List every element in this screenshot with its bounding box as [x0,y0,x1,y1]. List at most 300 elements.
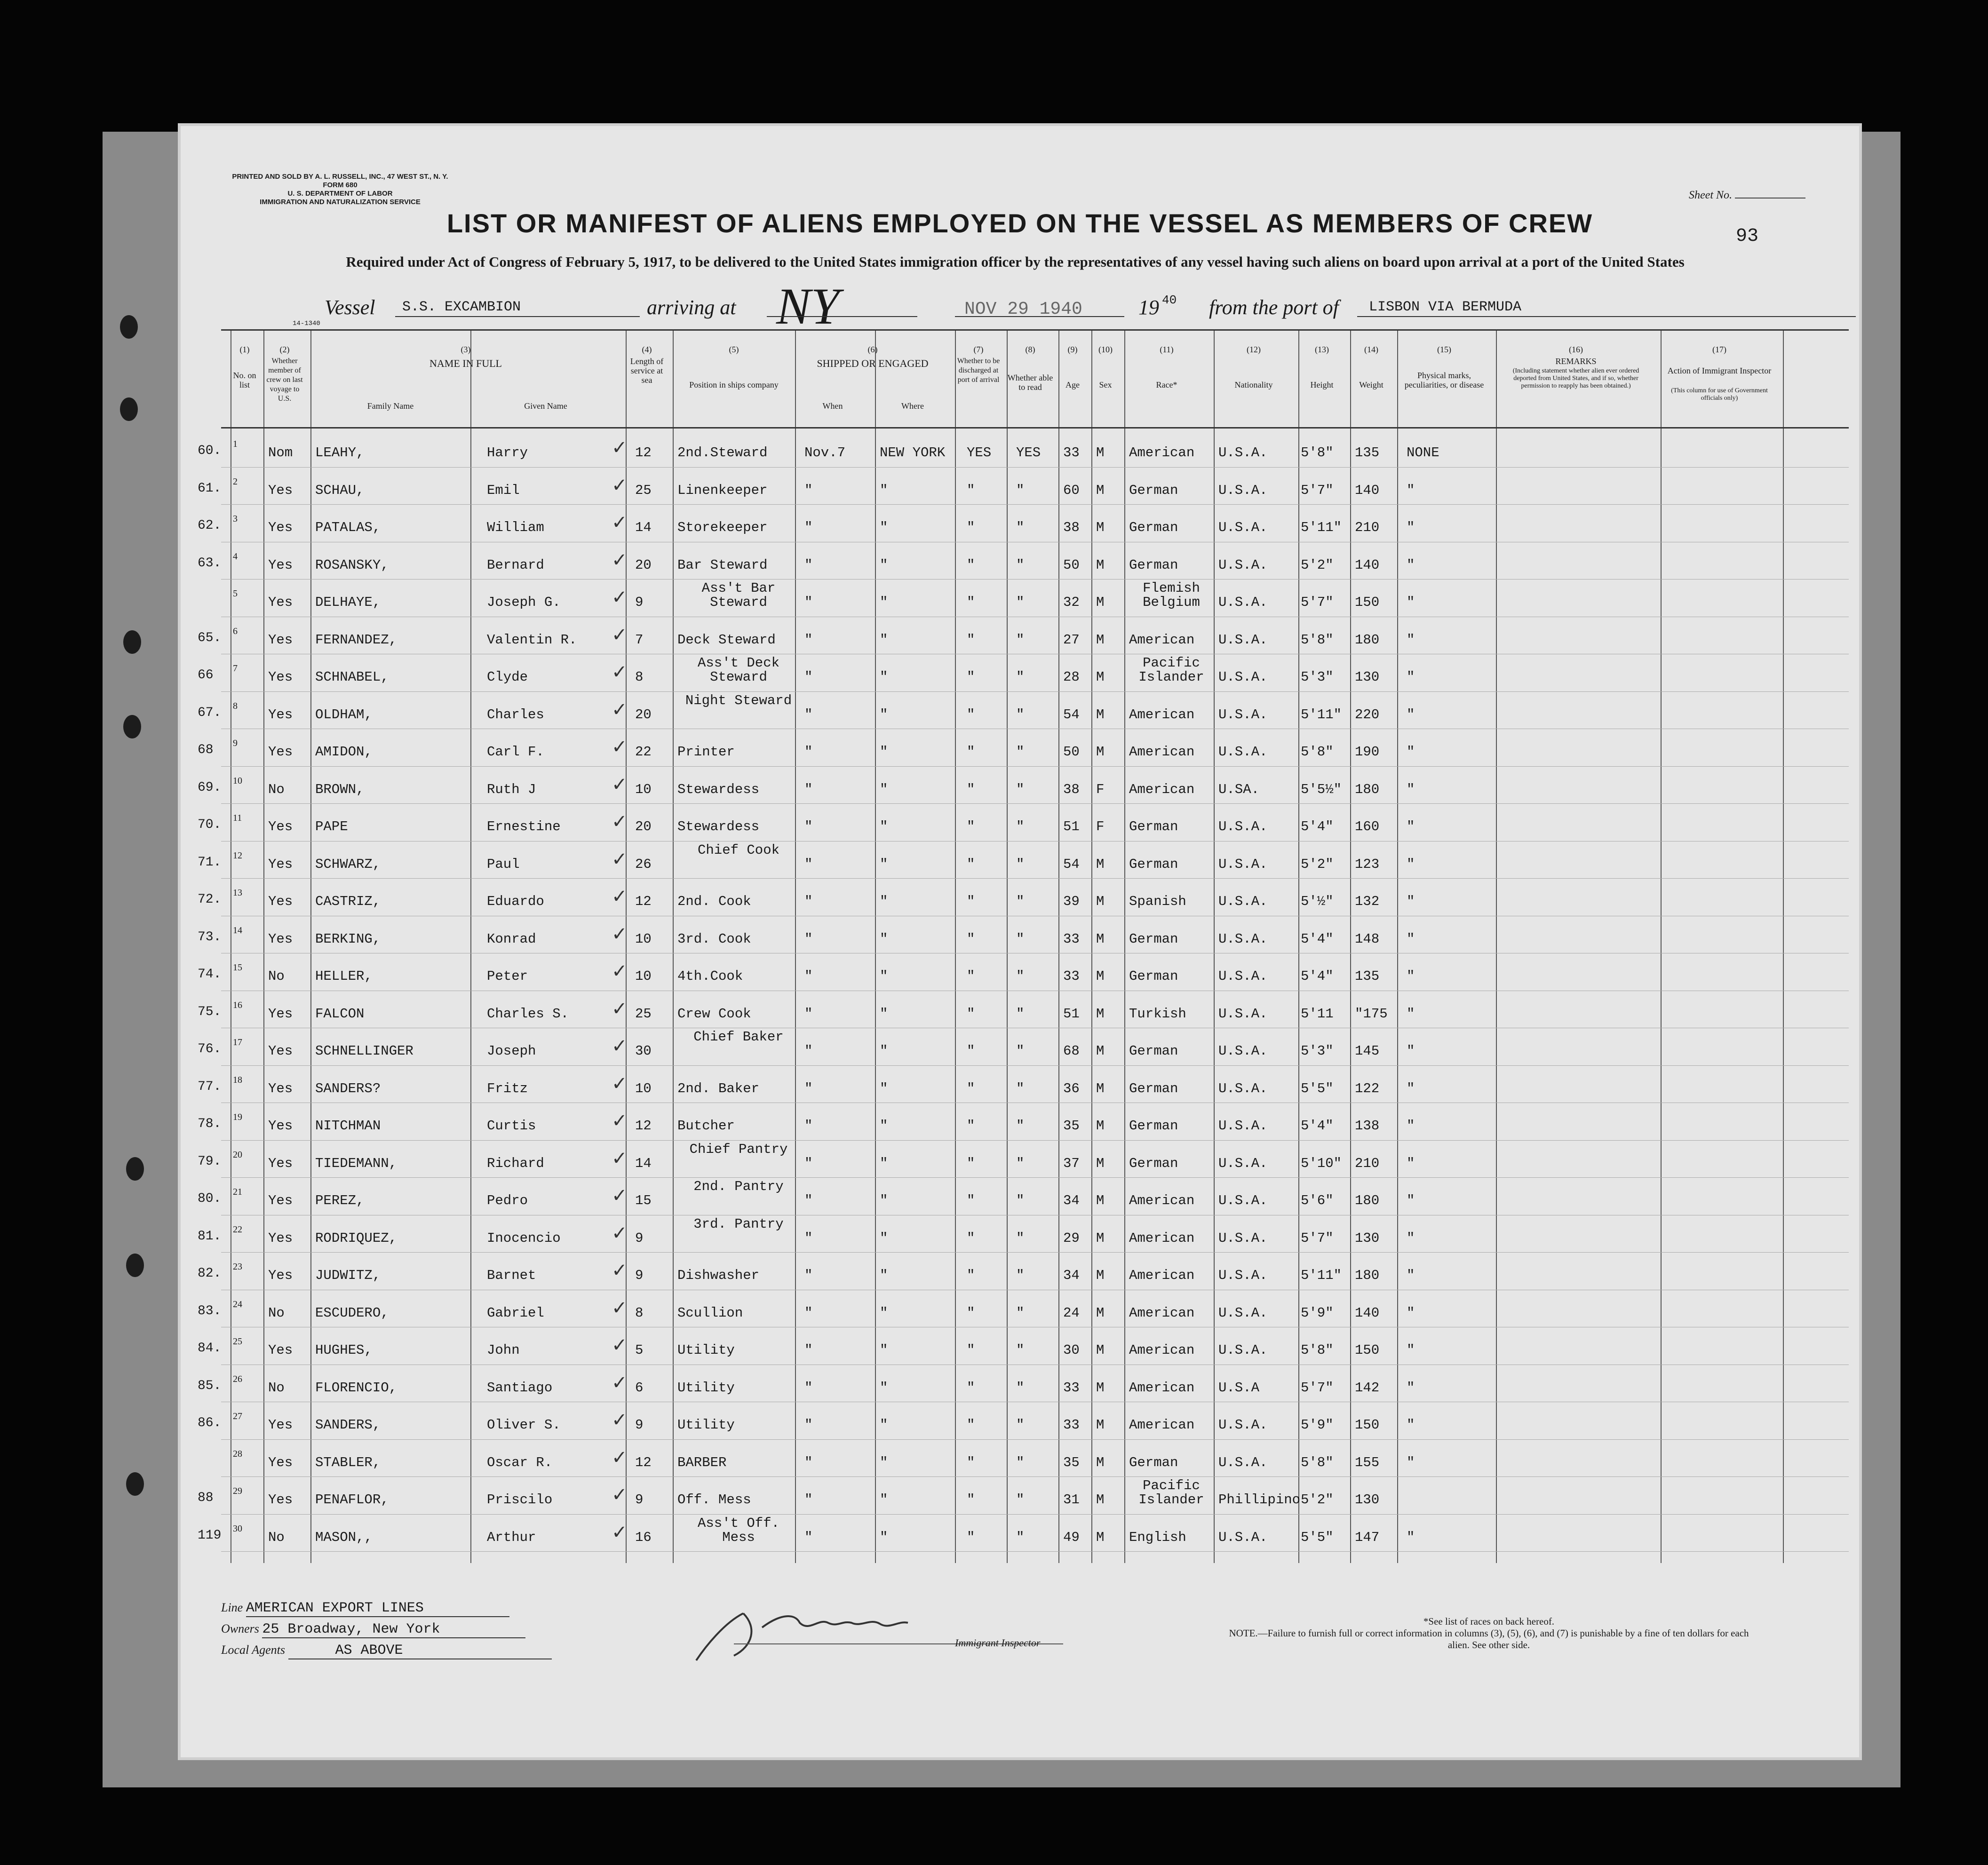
able-to-read: " [1016,1268,1025,1283]
prev-voyage: Yes [268,1118,293,1134]
service-length: 12 [635,445,652,460]
shipped-when: " [804,595,813,610]
age: 38 [1063,520,1080,535]
shipped-when: " [804,482,813,498]
nationality: U.S.A. [1218,557,1268,573]
table-row [198,655,1736,694]
physical-marks: " [1407,1268,1415,1283]
able-to-read: " [1016,1342,1025,1358]
age: 33 [1063,1380,1080,1396]
service-line: IMMIGRATION AND NATURALIZATION SERVICE [260,198,421,206]
race: German [1129,931,1178,947]
col-header-sex: Sex [1099,380,1112,389]
col-header-remarks: REMARKS [1555,357,1597,366]
sex: M [1096,1305,1105,1321]
service-length: 20 [635,819,652,834]
shipped-when: " [804,819,813,834]
owners-label: Owners [221,1622,259,1635]
no-on-list: 19 [233,1112,242,1122]
check-mark-icon: ✓ [612,474,628,496]
age: 30 [1063,1342,1080,1358]
no-on-list: 23 [233,1262,242,1272]
able-to-read: " [1016,744,1025,760]
position: Ass't Deck Steward [697,655,780,685]
col-header-given-name: Given Name [524,401,567,411]
table-row [198,1292,1736,1330]
position: Dishwasher [677,1268,760,1283]
nationality: U.S.A. [1218,1080,1268,1096]
family-name: SANDERS, [315,1417,381,1433]
no-on-list: 28 [233,1448,242,1459]
given-name: Clyde [487,669,528,685]
given-name: Fritz [487,1080,528,1096]
race: Pacific Islander [1138,655,1204,685]
sex: M [1096,1118,1105,1134]
position: Scullion [677,1305,743,1321]
binder-hole [126,1472,144,1496]
check-mark-icon: ✓ [612,661,628,683]
given-name: Charles S. [487,1006,569,1022]
height: 5'11 [1301,1006,1334,1022]
physical-marks: " [1407,1342,1415,1358]
given-name: Barnet [487,1268,536,1283]
height: 5'8" [1301,1342,1334,1358]
check-mark-icon: ✓ [612,437,628,458]
col-11-number: (11) [1160,345,1174,354]
check-mark-icon: ✓ [612,960,628,982]
check-mark-icon: ✓ [612,1072,628,1094]
weight: 180 [1355,1193,1380,1208]
position: Chief Pantry [689,1141,788,1157]
no-on-list: 5 [233,588,238,599]
no-on-list: 7 [233,663,238,674]
sex: M [1096,669,1105,685]
service-length: 9 [635,595,644,610]
printer-imprint [218,173,462,206]
family-name: SANDERS? [315,1080,381,1096]
weight: 148 [1355,931,1380,947]
given-name: Curtis [487,1118,536,1134]
row-rule [221,878,1849,879]
nationality: U.S.A. [1218,1155,1268,1171]
check-mark-icon: ✓ [612,1035,628,1056]
printer-line: PRINTED AND SOLD BY A. L. RUSSELL, INC., 47 WEST ST., N. Y. [232,173,448,181]
footer-note [1223,1616,1755,1651]
physical-marks: " [1407,1155,1415,1171]
prev-voyage: Nom [268,445,293,460]
discharged: " [967,632,975,648]
age: 37 [1063,1155,1080,1171]
able-to-read: " [1016,1454,1025,1470]
shipped-where: " [880,1118,888,1134]
check-mark-icon: ✓ [612,1372,628,1393]
shipped-when: " [804,1006,813,1022]
discharged: " [967,1454,975,1470]
departure-port: LISBON VIA BERMUDA [1369,299,1522,315]
nationality: U.S.A. [1218,1230,1268,1246]
height: 5'4" [1301,819,1334,834]
able-to-read: " [1016,781,1025,797]
weight: 130 [1355,1492,1380,1508]
department-line: U. S. DEPARTMENT OF LABOR [287,190,393,198]
family-name: BROWN, [315,781,365,797]
col-header-family-name: Family Name [367,401,414,411]
service-length: 20 [635,706,652,722]
row-rule [221,504,1849,505]
col-header-race: Race* [1156,380,1177,389]
physical-marks: " [1407,968,1415,984]
position: Bar Steward [677,557,768,573]
height: 5'9" [1301,1417,1334,1433]
age: 27 [1063,632,1080,648]
col-header-position: Position in ships company [689,380,779,389]
table-row [198,619,1736,657]
table-row [198,1254,1736,1292]
col-header-nationality: Nationality [1234,380,1273,389]
arriving-port: NY [776,278,840,335]
age: 34 [1063,1268,1080,1283]
remarks-instructions: (Including statement whether alien ever ordered deported from United States, and if so, whether permission to reapply has been obtained.) [1512,367,1639,389]
sheet-number-field [1689,189,1805,202]
weight: 190 [1355,744,1380,760]
shipped-when: " [804,1155,813,1171]
height: 5'3" [1301,669,1334,685]
discharged: " [967,1080,975,1096]
check-mark-icon: ✓ [612,998,628,1019]
race: American [1129,781,1195,797]
service-length: 9 [635,1492,644,1508]
service-length: 8 [635,1305,644,1321]
position: Chief Cook [697,842,780,858]
shipped-when: " [804,1492,813,1508]
shipped-where: " [880,632,888,648]
given-name: Harry [487,445,528,460]
height: 5'5½" [1301,781,1342,797]
check-mark-icon: ✓ [612,1409,628,1430]
age: 51 [1063,1006,1080,1022]
sex: M [1096,595,1105,610]
shipped-where: " [880,894,888,909]
family-name: DELHAYE, [315,595,381,610]
age: 28 [1063,669,1080,685]
family-name: ROSANSKY, [315,557,389,573]
col-header-service: Length of service at sea [630,357,664,385]
race: American [1129,1342,1195,1358]
weight: 180 [1355,632,1380,648]
sex: M [1096,445,1105,460]
age: 50 [1063,744,1080,760]
position: 3rd. Pantry [693,1216,784,1232]
discharged: " [967,1006,975,1022]
family-name: HUGHES, [315,1342,373,1358]
able-to-read: " [1016,819,1025,834]
sex: M [1096,1529,1105,1545]
col-9-number: (9) [1067,345,1078,354]
discharged: " [967,1380,975,1396]
check-mark-icon: ✓ [612,1185,628,1206]
family-name: TIEDEMANN, [315,1155,398,1171]
shipped-when: " [804,1454,813,1470]
discharged: " [967,595,975,610]
race: German [1129,1454,1178,1470]
age: 31 [1063,1492,1080,1508]
check-mark-icon: ✓ [612,1260,628,1281]
table-row [198,469,1736,507]
height: 5'8" [1301,744,1334,760]
weight: 140 [1355,557,1380,573]
shipped-where: " [880,744,888,760]
position: Utility [677,1417,735,1433]
col-header-read: Whether able to read [1007,373,1053,392]
check-mark-icon: ✓ [612,1446,628,1468]
sex: M [1096,520,1105,535]
binder-hole [120,315,138,339]
sex: F [1096,819,1105,834]
height: 5'11" [1301,1268,1342,1283]
race: American [1129,1268,1195,1283]
race: Spanish [1129,894,1186,909]
sex: M [1096,1380,1105,1396]
sex: M [1096,632,1105,648]
nationality: U.S.A. [1218,1454,1268,1470]
nationality: U.S.A. [1218,1043,1268,1059]
weight: 142 [1355,1380,1380,1396]
race: Turkish [1129,1006,1186,1022]
shipped-when: " [804,1118,813,1134]
nationality: U.S.A. [1218,856,1268,872]
physical-marks: " [1407,520,1415,535]
given-name: John [487,1342,520,1358]
discharged: " [967,1118,975,1134]
physical-marks: " [1407,1529,1415,1545]
prev-voyage: Yes [268,1417,293,1433]
shipped-where: " [880,931,888,947]
prev-voyage: Yes [268,1080,293,1096]
shipped-when: " [804,1380,813,1396]
nationality: U.S.A. [1218,445,1268,460]
col-3-number: (3) [461,345,471,354]
check-mark-icon: ✓ [612,886,628,907]
height: 5'8" [1301,632,1334,648]
shipped-when: " [804,632,813,648]
margin-number: 80. [198,1191,222,1206]
sex: F [1096,781,1105,797]
col-header-physical-marks: Physical marks, peculiarities, or disease [1404,371,1484,389]
year-value: 40 [1162,293,1177,307]
family-name: CASTRIZ, [315,894,381,909]
prev-voyage: Yes [268,706,293,722]
nationality: U.S.A. [1218,894,1268,909]
given-name: Valentin R. [487,632,577,648]
margin-number: 83. [198,1303,222,1318]
physical-marks: " [1407,819,1415,834]
weight: 140 [1355,1305,1380,1321]
table-row [198,1029,1736,1068]
table-row [198,1329,1736,1367]
family-name: FALCON [315,1006,365,1022]
height: 5'5" [1301,1080,1334,1096]
discharged: " [967,894,975,909]
weight: 140 [1355,482,1380,498]
given-name: Bernard [487,557,544,573]
position: Off. Mess [677,1492,751,1508]
age: 54 [1063,706,1080,722]
sex: M [1096,1454,1105,1470]
sex: M [1096,1342,1105,1358]
table-row [198,918,1736,956]
margin-number: 78. [198,1117,222,1131]
nationality: U.S.A. [1218,1305,1268,1321]
sex: M [1096,1193,1105,1208]
age: 33 [1063,1417,1080,1433]
physical-marks: " [1407,1080,1415,1096]
margin-number: 85. [198,1378,222,1393]
race: American [1129,445,1195,460]
discharged: " [967,819,975,834]
shipped-when: " [804,669,813,685]
family-name: MASON,, [315,1529,373,1545]
prev-voyage: Yes [268,632,293,648]
weight: 147 [1355,1529,1380,1545]
margin-number: 60. [198,444,222,458]
shipped-where: " [880,1417,888,1433]
sex: M [1096,1268,1105,1283]
family-name: BERKING, [315,931,381,947]
shipped-when: " [804,1193,813,1208]
age: 33 [1063,931,1080,947]
row-rule [221,1514,1849,1515]
race: Pacific Islander [1138,1478,1204,1508]
nationality: U.S.A. [1218,1529,1268,1545]
line-field [221,1597,552,1618]
family-name: FERNANDEZ, [315,632,398,648]
age: 60 [1063,482,1080,498]
year-prefix: 19 [1138,296,1159,319]
family-name: PATALAS, [315,520,381,535]
binder-hole [126,1254,144,1277]
position: Crew Cook [677,1006,751,1022]
height: 5'3" [1301,1043,1334,1059]
weight: 138 [1355,1118,1380,1134]
underline [955,316,1124,317]
check-mark-icon: ✓ [612,512,628,533]
position: Chief Baker [693,1029,784,1045]
shipped-where: " [880,706,888,722]
able-to-read: " [1016,1193,1025,1208]
nationality: U.S.A. [1218,1006,1268,1022]
table-row [221,581,1736,619]
no-on-list: 8 [233,700,238,711]
given-name: Gabriel [487,1305,544,1321]
no-on-list: 26 [233,1373,242,1384]
prev-voyage: Yes [268,482,293,498]
race: American [1129,1305,1195,1321]
check-mark-icon: ✓ [612,1297,628,1318]
able-to-read: " [1016,1305,1025,1321]
discharged: " [967,1342,975,1358]
weight: 145 [1355,1043,1380,1059]
prev-voyage: No [268,781,285,797]
binder-hole [123,630,141,654]
age: 24 [1063,1305,1080,1321]
margin-number: 74. [198,967,222,982]
race: German [1129,1118,1178,1134]
physical-marks: " [1407,1380,1415,1396]
height: 5'9" [1301,1305,1334,1321]
prev-voyage: No [268,1305,285,1321]
margin-number: 119 [198,1528,222,1543]
prev-voyage: Yes [268,1006,293,1022]
age: 54 [1063,856,1080,872]
given-name: Richard [487,1155,544,1171]
nationality: U.S.A. [1218,1417,1268,1433]
discharged: " [967,1492,975,1508]
nationality: U.S.A. [1218,1193,1268,1208]
shipped-where: " [880,1193,888,1208]
age: 51 [1063,819,1080,834]
row-rule [221,1476,1849,1477]
margin-number: 69. [198,780,222,795]
no-on-list: 6 [233,626,238,636]
line-label: Line [221,1601,243,1614]
col-header-action: Action of Immigrant Inspector [1667,366,1772,375]
family-name: PENAFLOR, [315,1492,389,1508]
service-length: 7 [635,632,644,648]
physical-marks: " [1407,744,1415,760]
family-name: RODRIQUEZ, [315,1230,398,1246]
row-rule [221,1252,1849,1253]
race: German [1129,482,1178,498]
race: Flemish Belgium [1143,580,1200,610]
shipped-where: " [880,1342,888,1358]
shipped-when: " [804,706,813,722]
discharged: " [967,1193,975,1208]
row-rule [221,1065,1849,1066]
shipped-when: " [804,1305,813,1321]
age: 35 [1063,1118,1080,1134]
physical-marks: " [1407,1118,1415,1134]
race: American [1129,1380,1195,1396]
col-header-name: NAME IN FULL [429,357,502,369]
margin-number: 61. [198,481,222,496]
discharged: " [967,1230,975,1246]
check-mark-icon: ✓ [612,923,628,944]
position: Deck Steward [677,632,776,648]
able-to-read: " [1016,482,1025,498]
shipped-where: " [880,1080,888,1096]
action-instructions: (This column for use of Government officials only) [1671,387,1768,402]
service-length: 12 [635,1454,652,1470]
prev-voyage: Yes [268,1454,293,1470]
shipped-when: " [804,1529,813,1545]
margin-number: 71. [198,855,222,870]
weight: 130 [1355,669,1380,685]
able-to-read: " [1016,1118,1025,1134]
form-number: FORM 680 [323,181,358,189]
inspector-signature [687,1595,1063,1665]
shipped-where: " [880,1006,888,1022]
discharged: " [967,1417,975,1433]
prev-voyage: No [268,968,285,984]
row-rule [221,691,1849,692]
margin-number: 79. [198,1154,222,1169]
table-row [198,507,1736,544]
shipped-where: " [880,1529,888,1545]
check-mark-icon: ✓ [612,624,628,645]
service-length: 9 [635,1230,644,1246]
service-length: 9 [635,1268,644,1283]
able-to-read: " [1016,1380,1025,1396]
